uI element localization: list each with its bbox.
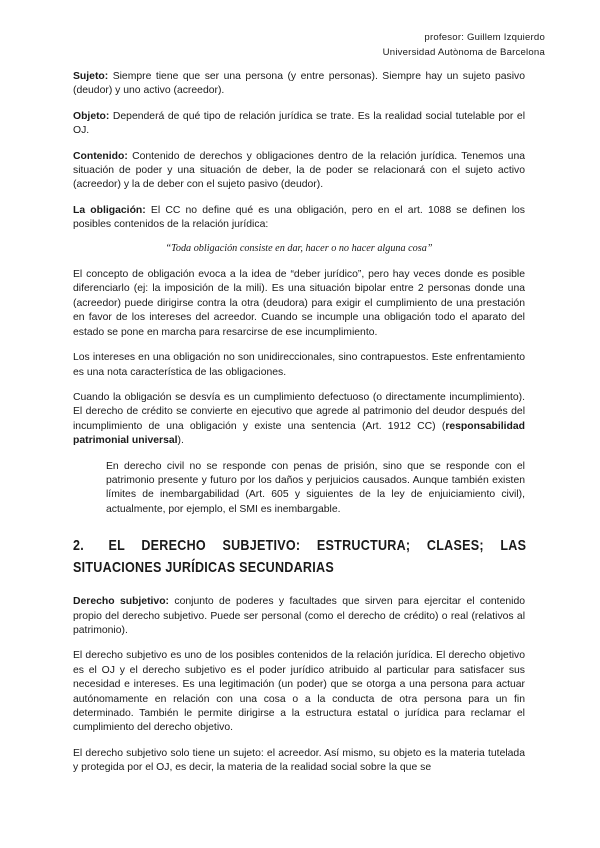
paragraph-obligacion xyxy=(73,204,525,233)
quote-art-1088: “Toda obligación consiste en dar, hacer o no hacer alguna cosa” xyxy=(165,242,433,254)
term-derecho-subjetivo: Derecho subjetivo: xyxy=(73,596,170,608)
header-university: Universidad Autònoma de Barcelona xyxy=(382,47,545,58)
paragraph-solo-sujeto: El derecho subjetivo solo tiene un sujeto: el acreedor. Así mismo, su objeto es la materia tutelada y protegida por el OJ, es decir, la materia de la realidad social sobre la que se xyxy=(73,747,525,774)
term-obligacion: La obligación: xyxy=(73,204,146,216)
paragraph-sujeto xyxy=(73,70,525,99)
text-desvia: Cuando la obligación se desvía es un cumplimiento defectuoso (o directamente incumplimiento). El derecho de crédito se convierte en ejecutivo que agrede al patrimonio del deudor después del incumplimiento de una obligación y existe una sentencia (Art. 1912 CC) ( xyxy=(73,391,525,432)
paragraph-concepto: El concepto de obligación evoca a la idea de “deber jurídico”, pero hay veces donde es posible diferenciarlo (ej: la imposición de la mili). Es una situación bipolar entre 2 personas donde una (acreedor) puede dirigirse contra la otra (deudora) para exigir el cumplimiento de una prestación en favor de los intereses del acreedor. Cuando se incumple una obligación todo el aparato del estado se pone en marcha para resarcirse de ese incumplimiento. xyxy=(73,269,525,338)
page-header xyxy=(383,30,545,60)
header-professor: profesor: Guillem Izquierdo xyxy=(424,32,545,43)
paragraph-derecho-civil: En derecho civil no se responde con penas de prisión, sino que se responde con el patrimonio presente y futuro por los daños y perjuicios causados. Aunque también existen límites de inembargabilidad (Art. 605 y siguientes de la ley de enjuiciamiento civil), actualmente, por ejemplo, el SMI es inembargable. xyxy=(106,460,525,515)
term-sujeto: Sujeto: xyxy=(73,71,109,82)
text-desvia-end: ). xyxy=(177,435,184,447)
section-title: EL DERECHO SUBJETIVO: ESTRUCTURA; CLASES; LAS SITUACIONES JURÍDICAS SECUNDARIAS xyxy=(73,538,527,577)
section-number: 2. xyxy=(73,538,84,555)
section-heading xyxy=(73,535,526,579)
text-objeto: Dependerá de qué tipo de relación jurídica se trate. Es la realidad social tutelable por el OJ. xyxy=(73,110,525,137)
text-derecho-subjetivo: conjunto de poderes y facultades que sirven para ejercitar el contenido propio del derecho subjetivo. Puede ser personal (como el derecho de crédito) o real (relativos al patrimonio). xyxy=(73,596,525,636)
term-objeto: Objeto: xyxy=(73,110,110,122)
term-responsabilidad: responsabilidad patrimonial universal xyxy=(73,420,525,447)
paragraph-contenido xyxy=(73,150,525,193)
paragraph-derecho-subjetivo xyxy=(73,595,525,638)
paragraph-objeto xyxy=(73,110,525,139)
text-obligacion: El CC no define qué es una obligación, pero en el art. 1088 se definen los posibles contenidos de la relación jurídica: xyxy=(73,204,526,231)
paragraph-intereses: Los intereses en una obligación no son unidireccionales, sino contrapuestos. Este enfrentamiento es una nota característica de las obligaciones. xyxy=(73,352,525,378)
term-contenido: Contenido: xyxy=(73,150,128,162)
text-contenido: Contenido de derechos y obligaciones dentro de la relación jurídica. Tenemos una situación de poder y una situación de deber, la de poder se relacionará con el sujeto activo (acreedor) y la de deber con el sujeto pasivo (deudor). xyxy=(73,150,525,191)
document-body xyxy=(73,70,525,787)
text-sujeto: Siempre tiene que ser una persona (y entre personas). Siempre hay un sujeto pasivo (deudor) y uno activo (acreedor). xyxy=(73,71,525,97)
paragraph-desvia xyxy=(73,391,525,449)
paragraph-posibles-contenidos: El derecho subjetivo es uno de los posibles contenidos de la relación jurídica. El derecho objetivo es el OJ y el derecho subjetivo es el poder jurídico atribuido al particular para satisfacer sus necesidad e intereses. Es una legitimación (un poder) que se otorga a una persona para actuar autónomamente en relación con una cosa o a la conducta de otra persona para un fin determinado. También le permite dirigirse a la estructura estatal o jurídica para reclamar el cumplimiento del derecho objetivo. xyxy=(73,650,525,734)
